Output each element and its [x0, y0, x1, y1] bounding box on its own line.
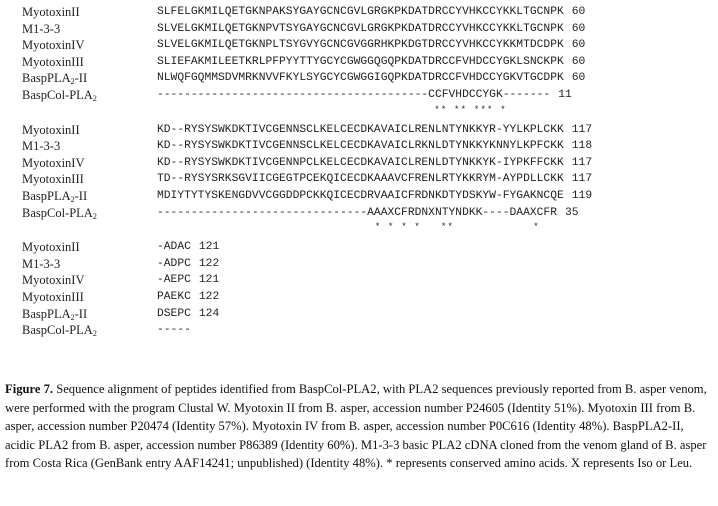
alignment-row	[22, 188, 592, 205]
residue-count: 117	[571, 123, 593, 136]
alignment-block-3	[22, 239, 592, 339]
figure-label: Figure 7.	[5, 382, 54, 396]
sequence-residues: -ADPC	[157, 257, 191, 270]
sequence-name: BaspCol-$PLA_2$	[22, 87, 97, 103]
sequence-name: MyotoxinIII	[22, 172, 84, 187]
residue-count: 35	[564, 206, 579, 219]
sequence-name: BaspPLA$_2$-II	[22, 188, 88, 204]
residue-count: 119	[571, 189, 593, 202]
alignment-row	[22, 4, 592, 21]
alignment-row	[22, 138, 592, 155]
alignment-row	[22, 322, 592, 339]
sequence-residues: SLVELGKMILQETGKNPLTSYGVYGCNCGVGGRHKPKDGTDRCCYVHKCCYKKMTDCDPK	[157, 39, 564, 52]
sequence-name: M1-3-3	[22, 21, 61, 36]
residue-count: 60	[571, 55, 586, 68]
alignment-row	[22, 205, 592, 222]
residue-count: 124	[198, 307, 220, 320]
sequence-name: BaspPLA$_2$-II	[22, 71, 88, 87]
sequence-name: M1-3-3	[22, 256, 61, 271]
alignment-row	[22, 171, 592, 188]
sequence-residues: KD--RYSYSWKDKTIVCGENNSCLKELCECDKAVAICLRKNLDTYNKKYKNNYLKPFCKK	[157, 140, 564, 153]
sequence-name: MyotoxinII	[22, 122, 80, 137]
residue-count: 122	[198, 290, 220, 303]
residue-count: 60	[571, 39, 586, 52]
sequence-name: BaspCol-$PLA_2$	[22, 205, 97, 221]
sequence-residues: -----	[157, 324, 191, 337]
conservation-line-1: ** ** *** *	[157, 104, 507, 115]
residue-count: 11	[558, 88, 572, 101]
alignment-row	[22, 87, 592, 104]
residue-count: 60	[571, 6, 586, 18]
sequence-residues: TD--RYSYSRKSGVIICGEGTPCEKQICECDKAAAVCFRENLRTYKKRYM-AYPDLLCKK	[157, 173, 564, 186]
residue-count: 117	[571, 156, 593, 169]
residue-count: 121	[198, 274, 220, 287]
sequence-residues: SLIEFAKMILEETKRLPFPYYTTYGCYCGWGGQGQPKDATDRCCFVHDCCYGKLSNCKPK	[157, 55, 564, 68]
alignment-row	[22, 122, 592, 139]
residue-count: 121	[198, 241, 220, 254]
caption-text: Sequence alignment of peptides identified from BaspCol-PLA2, with PLA2 sequences previously reported from B. asper venom, were performed with the program Clustal W. Myotoxin II from B. asper, accession number P24605 (Identity 51%). Myotoxin III from B. asper, accession number P20474 (Identity 57%). Myotoxin IV from B. asper, accession number P0C616 (Identity 48%). BaspPLA2-II, acidic PLA2 from B. asper, accession number P86389 (Identity 60%). M1-3-3 basic PLA2 cDNA cloned from the venom gland of B. asper from Costa Rica (GenBank entry AAF14241; unpublished) (Identity 48%). * represents conserved amino acids. X represents Iso or Leu.	[5, 382, 707, 470]
residue-count: 117	[571, 173, 593, 186]
sequence-alignment	[22, 4, 592, 339]
alignment-row	[22, 70, 592, 87]
sequence-residues: -------------------------------AAAXCFRDNXNTYNDKK----DAAXCFR	[157, 206, 557, 219]
sequence-residues: PAEKC	[157, 290, 191, 303]
alignment-row	[22, 289, 592, 306]
sequence-name: MyotoxinIV	[22, 155, 85, 170]
alignment-row	[22, 155, 592, 172]
sequence-residues: -AEPC	[157, 274, 191, 287]
sequence-residues: KD--RYSYSWKDKTIVCGENNPCLKELCECDKAVAICLRENLDTYNKKYK-IYPKFFCKK	[157, 156, 564, 169]
sequence-residues: SLFELGKMILQETGKNPAKSYGAYGCNCGVLGRGKPKDATDRCCYVHKCCYKKLTGCNPK	[157, 6, 564, 18]
residue-count: 60	[571, 22, 586, 35]
sequence-name: MyotoxinIII	[22, 289, 84, 304]
alignment-row	[22, 37, 592, 54]
residue-count: 60	[571, 72, 586, 85]
sequence-name: BaspCol-$PLA_2$	[22, 323, 97, 339]
sequence-name: MyotoxinIII	[22, 54, 84, 69]
sequence-name: BaspPLA$_2$-II	[22, 306, 88, 322]
residue-count: 118	[571, 140, 593, 153]
alignment-row	[22, 239, 592, 256]
sequence-residues: SLVELGKMILQETGKNPVTSYGAYGCNCGVLGRGKPKDATDRCCYVHKCCYKKLTGCNPK	[157, 22, 564, 35]
sequence-name: MyotoxinIV	[22, 273, 85, 288]
alignment-row	[22, 21, 592, 38]
alignment-row	[22, 272, 592, 289]
sequence-name: MyotoxinII	[22, 5, 80, 19]
sequence-residues: ----------------------------------------CCFVHDCCYGK-------	[157, 88, 551, 101]
figure-caption	[5, 380, 713, 473]
sequence-residues: MDIYTYTYSKENGDVVCGGDDPCKKQICECDRVAAICFRDNKDTYDSKYW-FYGAKNCQE	[157, 189, 564, 202]
sequence-residues: DSEPC	[157, 307, 191, 320]
sequence-name: MyotoxinIV	[22, 38, 85, 53]
alignment-row	[22, 256, 592, 273]
alignment-block-2	[22, 122, 592, 222]
sequence-residues: KD--RYSYSWKDKTIVCGENNSCLKELCECDKAVAICLRENLNTYNKKYR-YYLKPLCKK	[157, 123, 564, 136]
sequence-name: MyotoxinII	[22, 240, 80, 255]
sequence-name: M1-3-3	[22, 139, 61, 154]
sequence-residues: NLWQFGQMMSDVMRKNVVFKYLSYGCYCGWGGIGQPKDATDRCCFVHDCCYGKVTGCDPK	[157, 72, 564, 85]
conservation-line-2: * * * * ** *	[157, 222, 540, 233]
alignment-block-1	[22, 4, 592, 104]
alignment-row	[22, 54, 592, 71]
alignment-row	[22, 306, 592, 323]
residue-count: 122	[198, 257, 220, 270]
sequence-residues: -ADAC	[157, 241, 191, 254]
